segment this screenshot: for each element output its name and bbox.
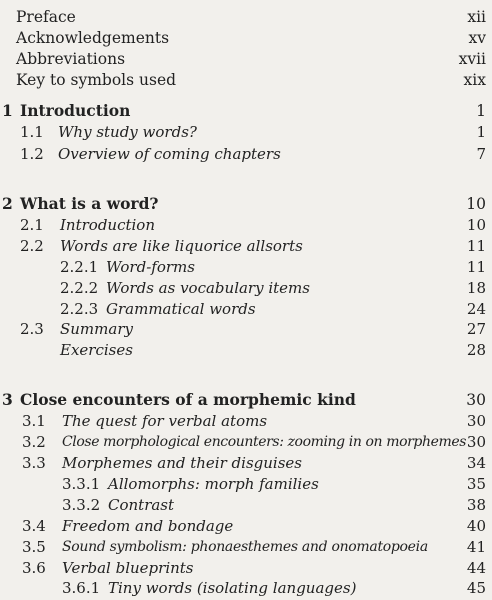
section-title: Tiny words (isolating languages) [108, 579, 357, 597]
section-number: 1.2 [20, 145, 44, 163]
toc-section [0, 121, 492, 143]
section-number: 2.2.2 [60, 279, 99, 297]
section-page: 18 [466, 279, 486, 297]
section-number: 3.5 [22, 538, 46, 556]
entry-title: Abbreviations [16, 50, 126, 68]
entry-title: Key to symbols used [16, 71, 177, 89]
section-page: 34 [466, 454, 486, 472]
toc-section [0, 143, 492, 165]
section-number: 2.2.1 [60, 258, 99, 276]
chapter-page: 10 [466, 195, 486, 213]
toc-front-entry [0, 27, 492, 49]
section-title: Sound symbolism: phonaesthemes and onomatopoeia [62, 539, 428, 555]
toc-chapter-heading [0, 100, 492, 122]
chapter-title: Introduction [20, 101, 131, 120]
section-number: 3.3.1 [62, 475, 101, 493]
section-title: Contrast [108, 496, 175, 514]
section-title: Freedom and bondage [62, 517, 234, 535]
toc-subsection [0, 494, 492, 516]
section-page: 40 [466, 517, 486, 535]
toc-section [0, 431, 492, 453]
section-title: Introduction [60, 216, 155, 234]
section-page: 10 [466, 216, 486, 234]
entry-page: xii [467, 8, 486, 26]
section-number: 1.1 [20, 123, 44, 141]
toc-subsection [0, 298, 492, 320]
section-page: 35 [466, 475, 486, 493]
toc-section [0, 410, 492, 432]
section-number: 2.3 [20, 320, 44, 338]
section-number: 3.6.1 [62, 579, 101, 597]
section-number: 3.3.2 [62, 496, 101, 514]
chapter-number: 1 [2, 101, 13, 120]
section-number: 3.4 [22, 517, 46, 535]
section-number: 3.6 [22, 559, 46, 577]
section-page: 11 [466, 258, 486, 276]
section-title: Words as vocabulary items [106, 279, 310, 297]
toc-subsection [0, 577, 492, 599]
toc-section [0, 214, 492, 236]
section-number: 2.1 [20, 216, 44, 234]
entry-page: xvii [458, 50, 486, 68]
chapter-page: 30 [466, 391, 486, 409]
section-page: 30 [466, 412, 486, 430]
section-title: Summary [60, 320, 133, 338]
section-title: Morphemes and their disguises [62, 454, 302, 472]
entry-page: xix [463, 71, 486, 89]
section-page: 7 [476, 145, 486, 163]
toc-subsection [0, 473, 492, 495]
section-number: 3.1 [22, 412, 46, 430]
toc-front-entry [0, 48, 492, 70]
toc-section [0, 536, 492, 558]
section-title: Exercises [60, 341, 133, 359]
section-page: 44 [466, 559, 486, 577]
toc-section [0, 515, 492, 537]
section-page: 27 [466, 320, 486, 338]
section-page: 1 [476, 123, 486, 141]
section-title: Why study words? [58, 123, 197, 141]
toc-section [0, 557, 492, 579]
section-number: 2.2 [20, 237, 44, 255]
toc-section [0, 339, 492, 361]
section-title: Grammatical words [106, 300, 256, 318]
toc-chapter-heading [0, 193, 492, 215]
section-title: Verbal blueprints [62, 559, 194, 577]
entry-title: Acknowledgements [16, 29, 170, 47]
section-number: 3.2 [22, 433, 46, 451]
section-title: Allomorphs: morph families [108, 475, 319, 493]
toc-chapter-heading [0, 389, 492, 411]
section-page: 41 [466, 538, 486, 556]
toc-section [0, 235, 492, 257]
section-title: Overview of coming chapters [58, 145, 281, 163]
section-title: Close morphological encounters: zooming in on morphemes [62, 434, 467, 450]
toc-subsection [0, 277, 492, 299]
entry-page: xv [468, 29, 486, 47]
section-title: Word-forms [106, 258, 195, 276]
section-page: 30 [466, 433, 486, 451]
toc-subsection [0, 256, 492, 278]
chapter-title: Close encounters of a morphemic kind [20, 390, 356, 409]
section-page: 24 [466, 300, 486, 318]
entry-title: Preface [16, 8, 76, 26]
section-title: Words are like liquorice allsorts [60, 237, 303, 255]
section-number: 2.2.3 [60, 300, 99, 318]
chapter-number: 2 [2, 194, 13, 213]
section-page: 28 [466, 341, 486, 359]
chapter-page: 1 [476, 102, 486, 120]
toc-front-entry [0, 6, 492, 28]
toc-front-entry [0, 69, 492, 91]
toc-section [0, 318, 492, 340]
section-page: 38 [466, 496, 486, 514]
chapter-title: What is a word? [20, 194, 159, 213]
chapter-number: 3 [2, 390, 13, 409]
toc-section [0, 452, 492, 474]
section-title: The quest for verbal atoms [62, 412, 268, 430]
section-page: 11 [466, 237, 486, 255]
section-number: 3.3 [22, 454, 46, 472]
section-page: 45 [466, 579, 486, 597]
